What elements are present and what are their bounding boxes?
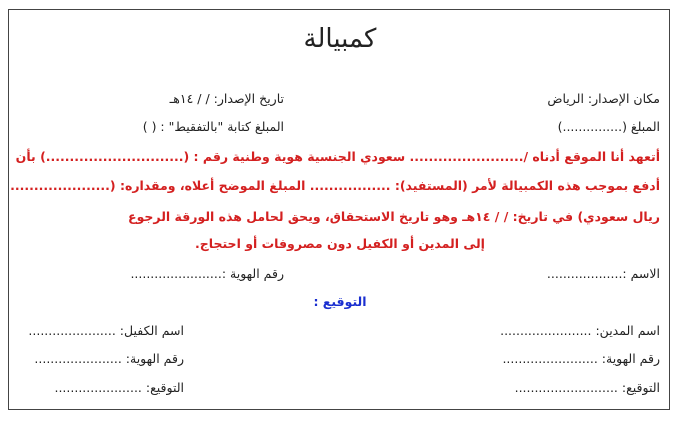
id-field: رقم الهوية :....................... <box>130 266 284 281</box>
signature-heading: التوقيع : <box>313 294 367 309</box>
guarantor-signature: التوقيع: ...................... <box>54 380 184 395</box>
body-line-2: أدفع بموجب هذه الكمبيالة لأمر (المستفيد): ................. المبلغ الموضح أعلاه، ومقداره: (..................... <box>10 178 660 193</box>
debtor-signature: التوقيع: .......................... <box>514 380 660 395</box>
amount-field: المبلغ (...............) <box>557 119 660 134</box>
amount-words-field: المبلغ كتابة "بالتفقيط" : ( ) <box>142 119 284 134</box>
guarantor-name: اسم الكفيل: ...................... <box>28 323 184 338</box>
body-line-1: أتعهد أنا الموقع أدناه /........................ سعودي الجنسية هوية وطنية رقم : (.............................) بأن <box>15 149 660 164</box>
body-line-4: إلى المدين أو الكفيل دون مصروفات أو احتجاج. <box>195 236 485 251</box>
issue-date: تاريخ الإصدار: / / ١٤هـ <box>169 91 284 106</box>
debtor-id: رقم الهوية: ........................ <box>502 351 660 366</box>
document-title: كمبيالة <box>303 24 377 54</box>
debtor-name: اسم المدين: ....................... <box>500 323 660 338</box>
guarantor-id: رقم الهوية: ...................... <box>34 351 184 366</box>
name-field: الاسم :................... <box>546 266 660 281</box>
body-line-3: ريال سعودي) في تاريخ: / / ١٤هـ وهو تاريخ الاستحقاق، ويحق لحامل هذه الورقة الرجوع <box>128 209 660 224</box>
issue-place: مكان الإصدار: الرياض <box>547 91 660 106</box>
